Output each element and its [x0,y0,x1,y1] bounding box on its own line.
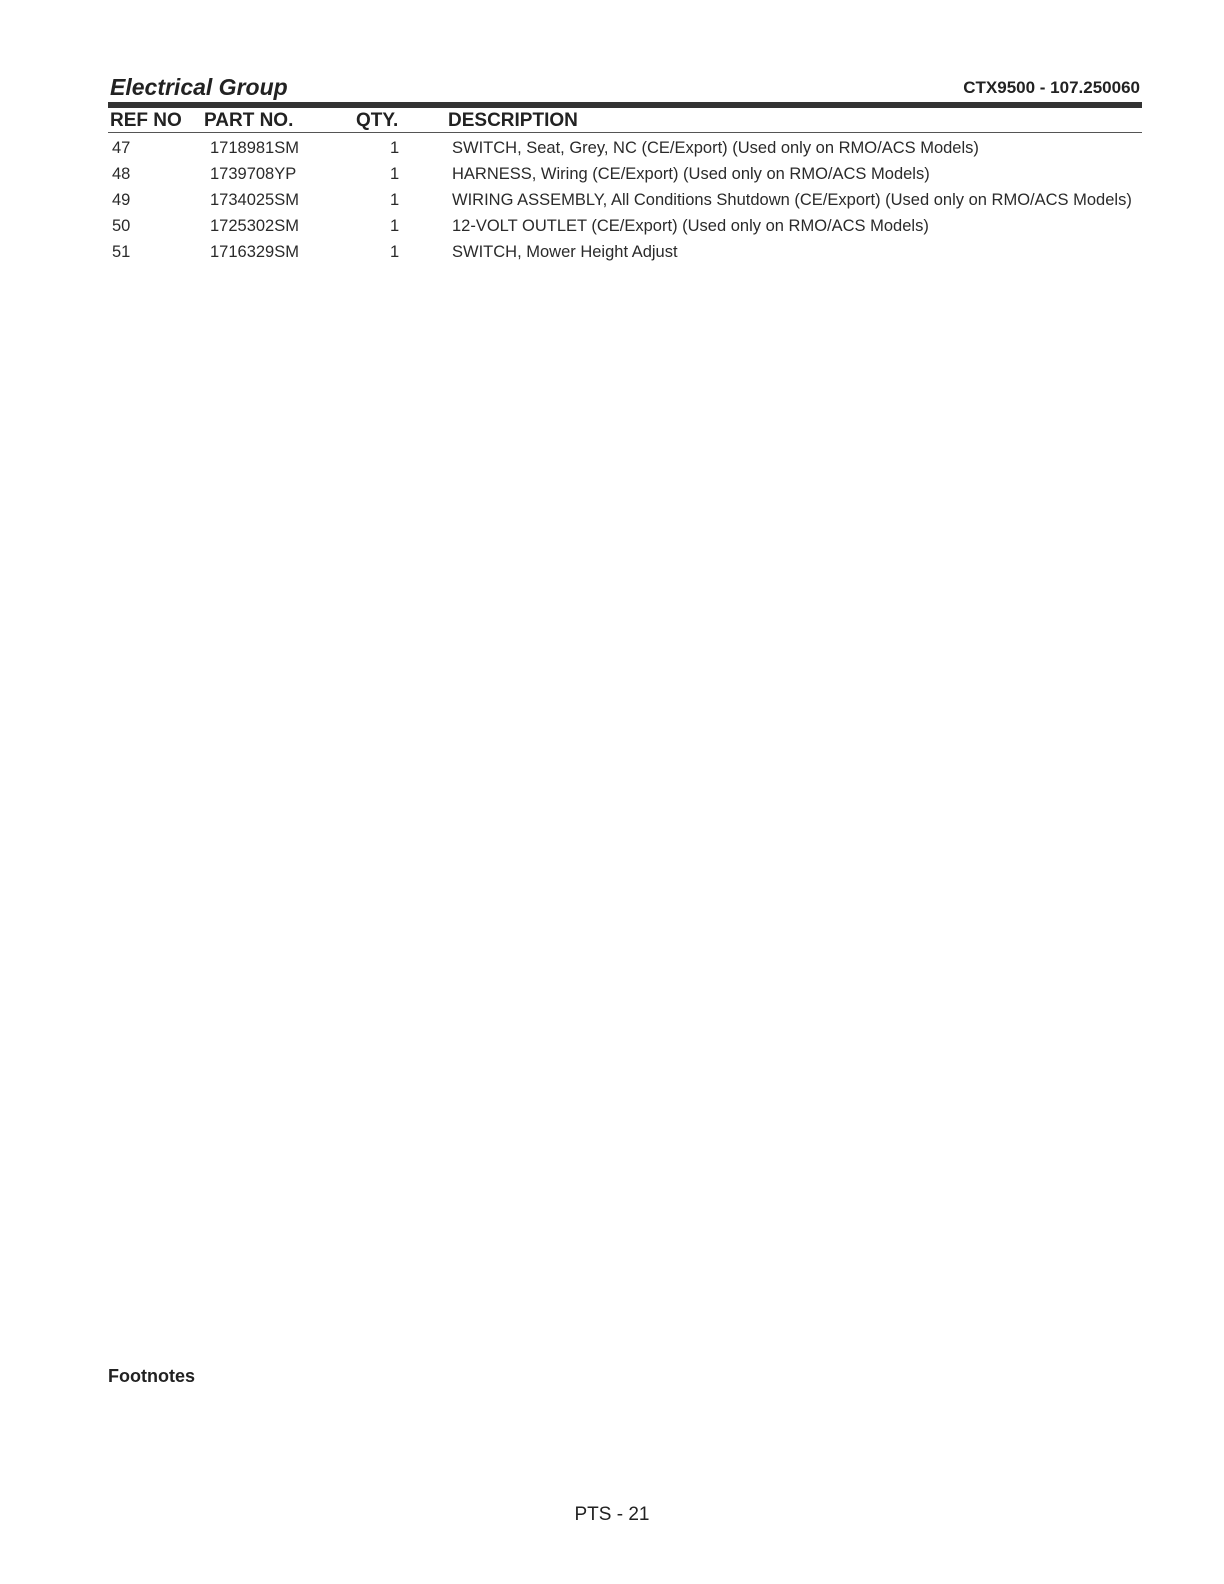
qty-cell: 1 [390,217,400,235]
ref-no-cell: 50 [112,217,131,235]
table-row [108,242,1142,264]
qty-cell: 1 [390,139,400,157]
page-number: PTS - 21 [574,1504,650,1525]
description-cell: WIRING ASSEMBLY, All Conditions Shutdown (CE/Export) (Used only on RMO/ACS Models) [452,191,1132,209]
section-title: Electrical Group [110,74,288,100]
description-cell: SWITCH, Mower Height Adjust [452,243,678,261]
table-row [108,216,1142,238]
part-no-cell: 1716329SM [210,243,299,261]
description-cell: HARNESS, Wiring (CE/Export) (Used only on RMO/ACS Models) [452,165,930,183]
col-header-description: DESCRIPTION [448,110,578,131]
parts-table-body [108,138,1142,268]
qty-cell: 1 [390,191,400,209]
ref-no-cell: 49 [112,191,131,209]
ref-no-cell: 47 [112,139,131,157]
part-no-cell: 1739708YP [210,165,297,183]
col-header-qty: QTY. [356,110,399,131]
part-no-cell: 1718981SM [210,139,299,157]
table-row [108,164,1142,186]
table-row [108,190,1142,212]
part-no-cell: 1725302SM [210,217,299,235]
header-rule [108,102,1142,108]
col-header-ref-no: REF NO [110,110,182,131]
page-header [108,74,1142,102]
description-cell: SWITCH, Seat, Grey, NC (CE/Export) (Used only on RMO/ACS Models) [452,139,979,157]
ref-no-cell: 51 [112,243,131,261]
col-header-part-no: PART NO. [204,110,294,131]
ref-no-cell: 48 [112,165,131,183]
qty-cell: 1 [390,243,400,261]
part-no-cell: 1734025SM [210,191,299,209]
table-row [108,138,1142,160]
description-cell: 12-VOLT OUTLET (CE/Export) (Used only on RMO/ACS Models) [452,217,929,235]
qty-cell: 1 [390,165,400,183]
footnotes-heading: Footnotes [108,1366,195,1386]
table-header [108,110,1142,133]
model-id: CTX9500 - 107.250060 [963,78,1140,97]
